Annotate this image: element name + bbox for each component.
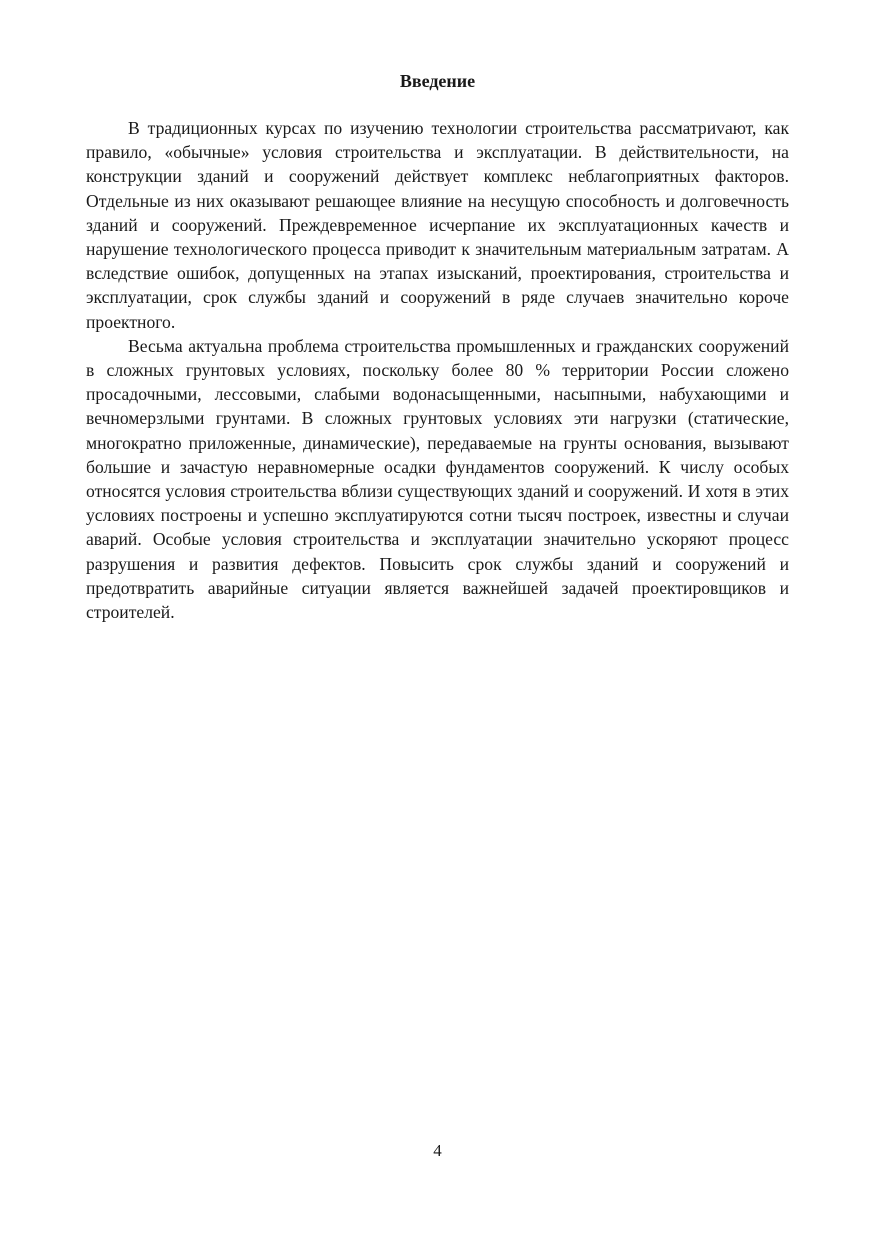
body-text [86, 116, 789, 624]
page-title: Введение [399, 71, 476, 91]
paragraph-1: В традиционных курсах по изучению технологии строительства рассматриvают, как правило, «обычные» условия строительства и эксплуатации. В действительности, на конструкции зданий и сооружений действует комплекс неблагоприятных факторов. Отдельные из них оказывают решающее влияние на несущую способность и долговечность зданий и сооружений. Преждевременное исчерпание их эксплуатационных качеств и нарушение технологического процесса приводит к значительным материальным затратам. А вследствие ошибок, допущенных на этапах изысканий, проектирования, строительства и эксплуатации, срок службы зданий и сооружений в ряде случаев значительно короче проектного. [86, 118, 789, 332]
paragraph-2: Весьма актуальна проблема строительства промышленных и гражданских сооружений в сложных грунтовых условиях, поскольку более 80 % территории России сложено просадочными, лессовыми, слабыми водонасыщенными, насыпными, набухающими и вечномерзлыми грунтами. В сложных грунтовых условиях эти нагрузки (статические, многократно приложенные, динамические), передаваемые на грунты основания, вызывают большие и зачастую неравномерные осадки фундаментов сооружений. К числу особых относятся условия строительства вблизи существующих зданий и сооружений. И хотя в этих условиях построены и успешно эксплуатируются сотни тысяч построек, известны и случаи аварий. Особые условия строительства и эксплуатации значительно ускоряют процесс разрушения и развития дефектов. Повысить срок службы зданий и сооружений и предотвратить аварийные ситуации является важнейшей задачей проектировщиков и строителей. [86, 335, 789, 623]
page-number: 4 [433, 1141, 442, 1160]
